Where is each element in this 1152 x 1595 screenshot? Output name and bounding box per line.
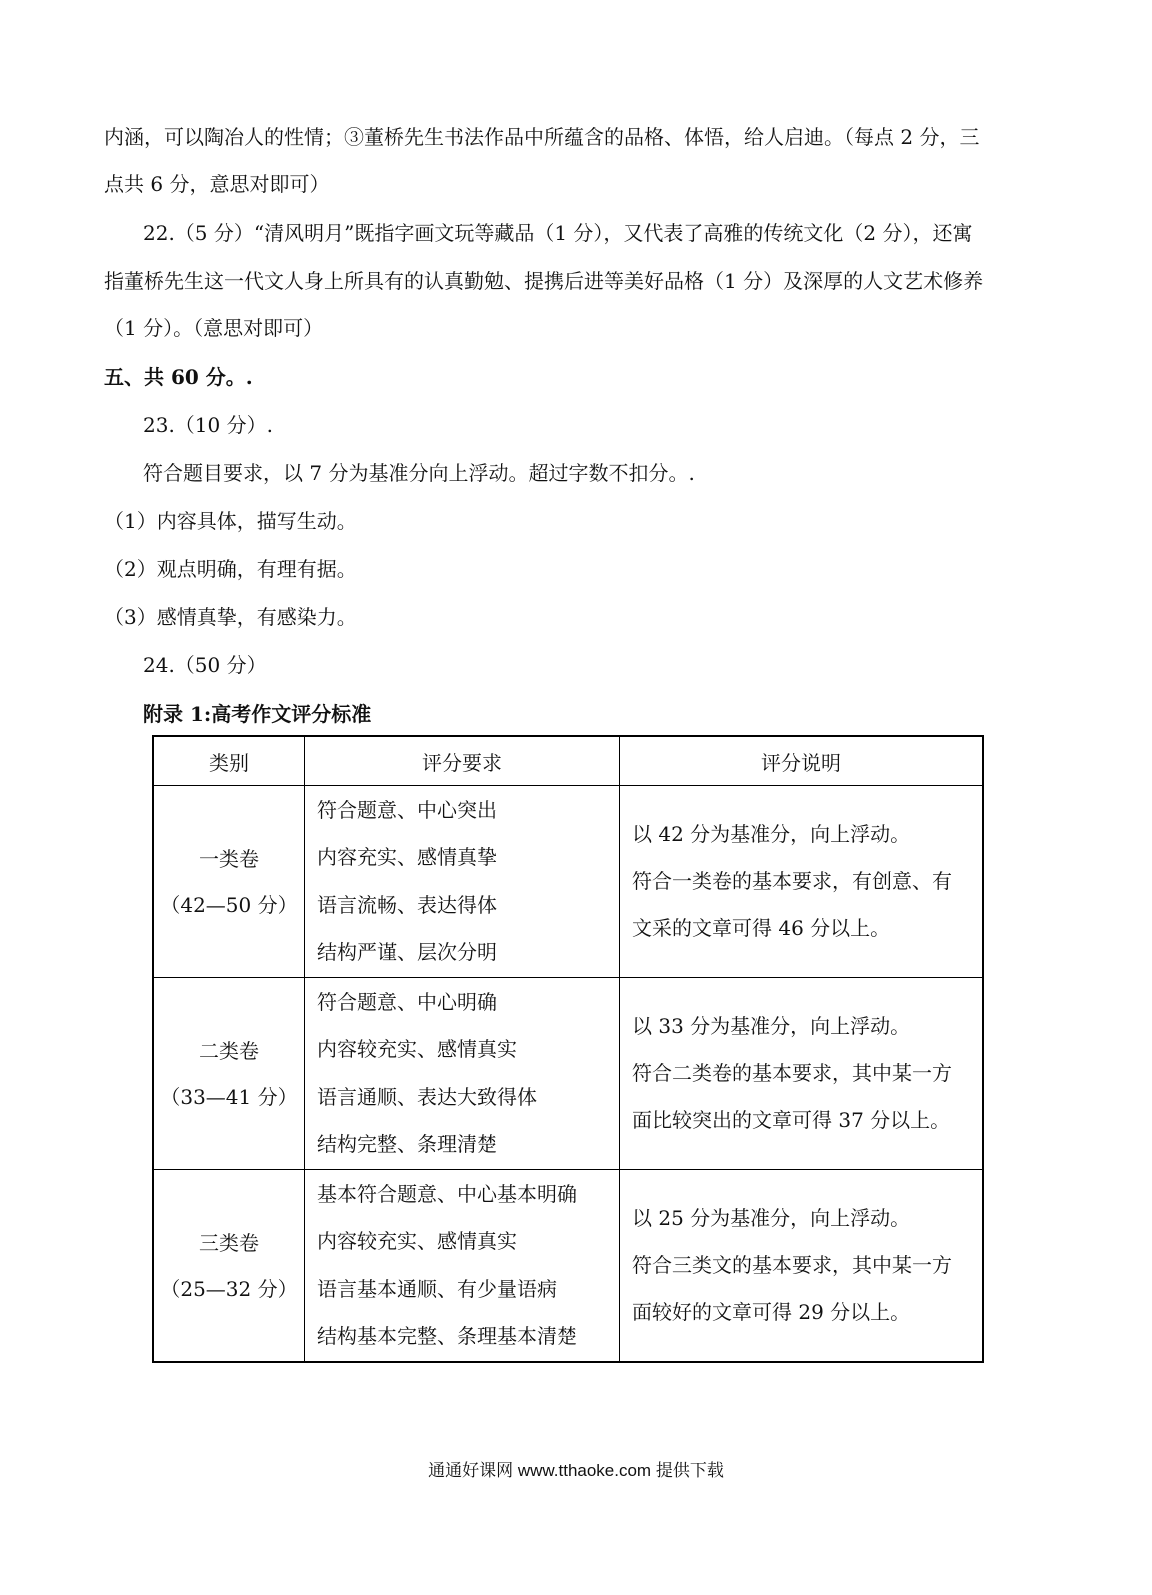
category-name: 一类卷 — [199, 846, 259, 871]
section-five-heading: 五、共 60 分。. — [104, 365, 253, 389]
criterion-1: （1）内容具体，描写生动。 — [104, 509, 357, 533]
explanation-line: 面比较突出的文章可得 37 分以上。 — [632, 1108, 951, 1132]
explanation-line: 符合二类卷的基本要求，其中某一方 — [632, 1061, 952, 1085]
category-cell — [153, 1170, 305, 1363]
explanation-line: 以 33 分为基准分，向上浮动。 — [632, 1014, 911, 1038]
question-23-criteria: 符合题目要求，以 7 分为基准分向上浮动。超过字数不扣分。. — [143, 461, 695, 485]
grading-table — [152, 735, 984, 1363]
requirement-item: 语言通顺、表达大致得体 — [317, 1084, 537, 1109]
category-range: （25—32 分） — [160, 1276, 298, 1301]
explanation-line: 以 25 分为基准分，向上浮动。 — [632, 1206, 911, 1230]
requirement-item: 符合题意、中心突出 — [317, 797, 497, 822]
category-range: （42—50 分） — [160, 892, 298, 917]
table-row — [153, 1170, 983, 1363]
header-requirements: 评分要求 — [305, 736, 620, 786]
criterion-2: （2）观点明确，有理有据。 — [104, 557, 357, 581]
answer-22: 22.（5 分）“清风明月”既指字画文玩等藏品（1 分），又代表了高雅的传统文化（2 分），还寓 — [143, 221, 973, 245]
requirement-item: 结构完整、条理清楚 — [317, 1132, 497, 1156]
table-row — [153, 786, 983, 978]
table-row — [153, 978, 983, 1170]
requirement-item: 语言流畅、表达得体 — [317, 892, 497, 917]
explanation-line: 符合一类卷的基本要求，有创意、有 — [632, 869, 952, 893]
requirement-item: 基本符合题意、中心基本明确 — [317, 1181, 577, 1206]
explanation-cell — [620, 786, 984, 978]
requirement-item: 符合题意、中心明确 — [317, 989, 497, 1014]
category-range: （33—41 分） — [160, 1084, 298, 1109]
requirement-item: 内容较充实、感情真实 — [317, 1037, 517, 1061]
explanation-cell — [620, 1170, 984, 1363]
explanation-line: 以 42 分为基准分，向上浮动。 — [632, 822, 911, 846]
answer-21-continued: 内涵，可以陶冶人的性情；③董桥先生书法作品中所蕴含的品格、体悟，给人启迪。（每点 2 分，三 — [104, 125, 980, 149]
question-23-label: 23.（10 分）. — [143, 413, 273, 437]
answer-22-line2: 指董桥先生这一代文人身上所具有的认真勤勉、提携后进等美好品格（1 分）及深厚的人文艺术修养 — [104, 269, 984, 293]
requirement-item: 语言基本通顺、有少量语病 — [317, 1276, 557, 1301]
explanation-line: 面较好的文章可得 29 分以上。 — [632, 1300, 911, 1324]
requirements-cell — [305, 786, 620, 978]
appendix-title: 附录 1:高考作文评分标准 — [143, 702, 372, 726]
requirement-item: 结构严谨、层次分明 — [317, 940, 497, 964]
explanation-line: 文采的文章可得 46 分以上。 — [632, 916, 891, 940]
header-explanation: 评分说明 — [620, 736, 984, 786]
answer-21-end: 点共 6 分，意思对即可） — [104, 172, 330, 196]
category-cell — [153, 786, 305, 978]
explanation-line: 符合三类文的基本要求，其中某一方 — [632, 1253, 952, 1277]
page-footer: 通通好课网 www.tthaoke.com 提供下载 — [428, 1461, 724, 1480]
answer-22-line3: （1 分）。（意思对即可） — [104, 316, 324, 340]
header-category: 类别 — [153, 736, 305, 786]
category-cell — [153, 978, 305, 1170]
category-name: 三类卷 — [199, 1230, 259, 1255]
criterion-3: （3）感情真挚，有感染力。 — [104, 605, 357, 629]
table-header-row — [153, 736, 983, 786]
question-24-label: 24.（50 分） — [143, 653, 267, 677]
category-name: 二类卷 — [199, 1038, 259, 1063]
explanation-cell — [620, 978, 984, 1170]
requirements-cell — [305, 978, 620, 1170]
requirements-cell — [305, 1170, 620, 1363]
requirement-item: 内容充实、感情真挚 — [317, 845, 497, 869]
requirement-item: 内容较充实、感情真实 — [317, 1229, 517, 1253]
requirement-item: 结构基本完整、条理基本清楚 — [317, 1324, 577, 1348]
